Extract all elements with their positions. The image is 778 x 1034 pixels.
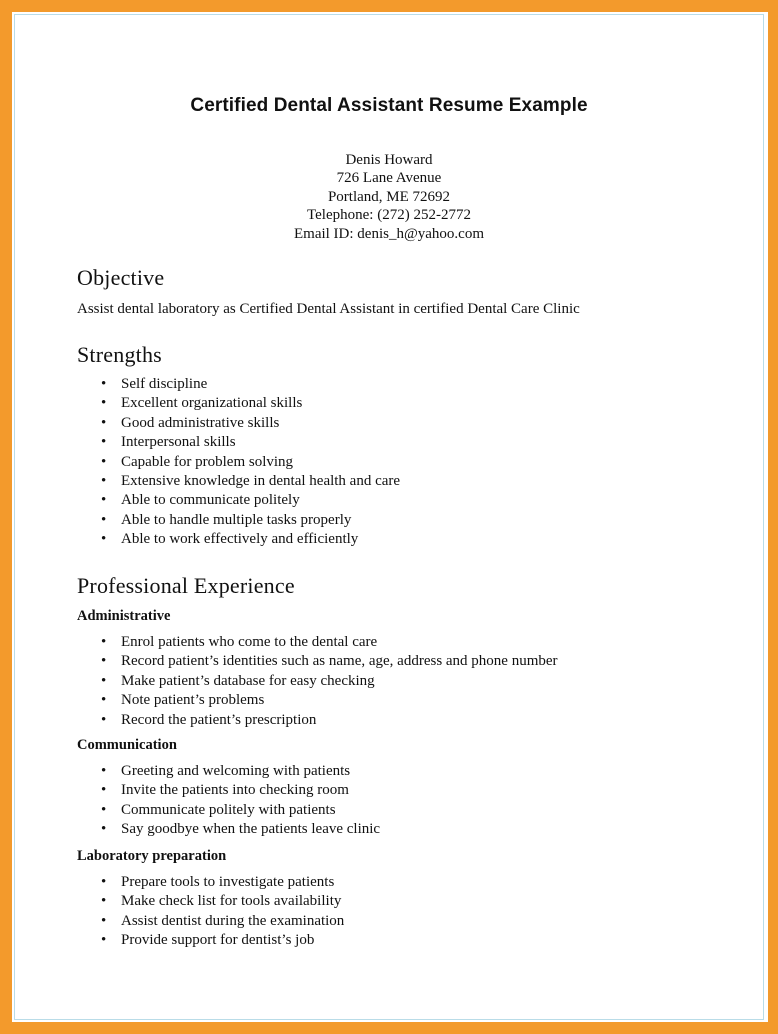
list-item: • Record patient’s identities such as name, age, address and phone number [101, 653, 558, 670]
list-item: • Assist dentist during the examination [101, 912, 345, 929]
list-item: • Excellent organizational skills [101, 395, 303, 412]
contact-block [0, 151, 778, 243]
list-item: • Extensive knowledge in dental health and care [101, 473, 401, 490]
list-item: • Provide support for dentist’s job [101, 932, 315, 949]
list-item: • Self discipline [101, 376, 208, 392]
list-item: • Say goodbye when the patients leave clinic [101, 821, 381, 838]
list-item: • Prepare tools to investigate patients [101, 874, 335, 890]
list-item: • Capable for problem solving [101, 453, 294, 470]
communication-heading: Communication [77, 737, 177, 753]
administrative-heading: Administrative [77, 608, 171, 624]
strengths-list [0, 375, 400, 550]
list-item: • Record the patient’s prescription [101, 711, 317, 728]
objective-heading: Objective [77, 265, 165, 290]
list-item: • Note patient’s problems [101, 692, 265, 709]
list-item: • Communicate politely with patients [101, 801, 336, 818]
contact-address: 726 Lane Avenue [336, 170, 442, 187]
list-item: • Make patient’s database for easy checking [101, 672, 375, 689]
strengths-heading: Strengths [77, 342, 162, 367]
experience-heading: Professional Experience [77, 573, 295, 598]
list-item: • Good administrative skills [101, 414, 280, 431]
list-item: • Able to work effectively and efficiently [101, 531, 359, 548]
contact-email: Email ID: denis_h@yahoo.com [293, 225, 485, 242]
administrative-list [0, 633, 558, 730]
list-item: • Greeting and welcoming with patients [101, 763, 351, 779]
laboratory-list [0, 873, 344, 951]
objective-text: Assist dental laboratory as Certified Dental Assistant in certified Dental Care Clinic [77, 301, 580, 317]
contact-city: Portland, ME 72692 [327, 188, 451, 205]
laboratory-heading: Laboratory preparation [77, 848, 227, 864]
list-item: • Able to communicate politely [101, 492, 300, 509]
list-item: • Interpersonal skills [101, 434, 236, 451]
list-item: • Make check list for tools availability [101, 893, 342, 910]
list-item: • Enrol patients who come to the dental care [101, 634, 378, 650]
communication-list [0, 762, 380, 840]
contact-phone: Telephone: (272) 252-2772 [307, 207, 471, 224]
list-item: • Invite the patients into checking room [101, 782, 349, 799]
list-item: • Able to handle multiple tasks properly [101, 511, 352, 528]
document-title: Certified Dental Assistant Resume Example [190, 95, 588, 116]
contact-name: Denis Howard [345, 152, 433, 168]
